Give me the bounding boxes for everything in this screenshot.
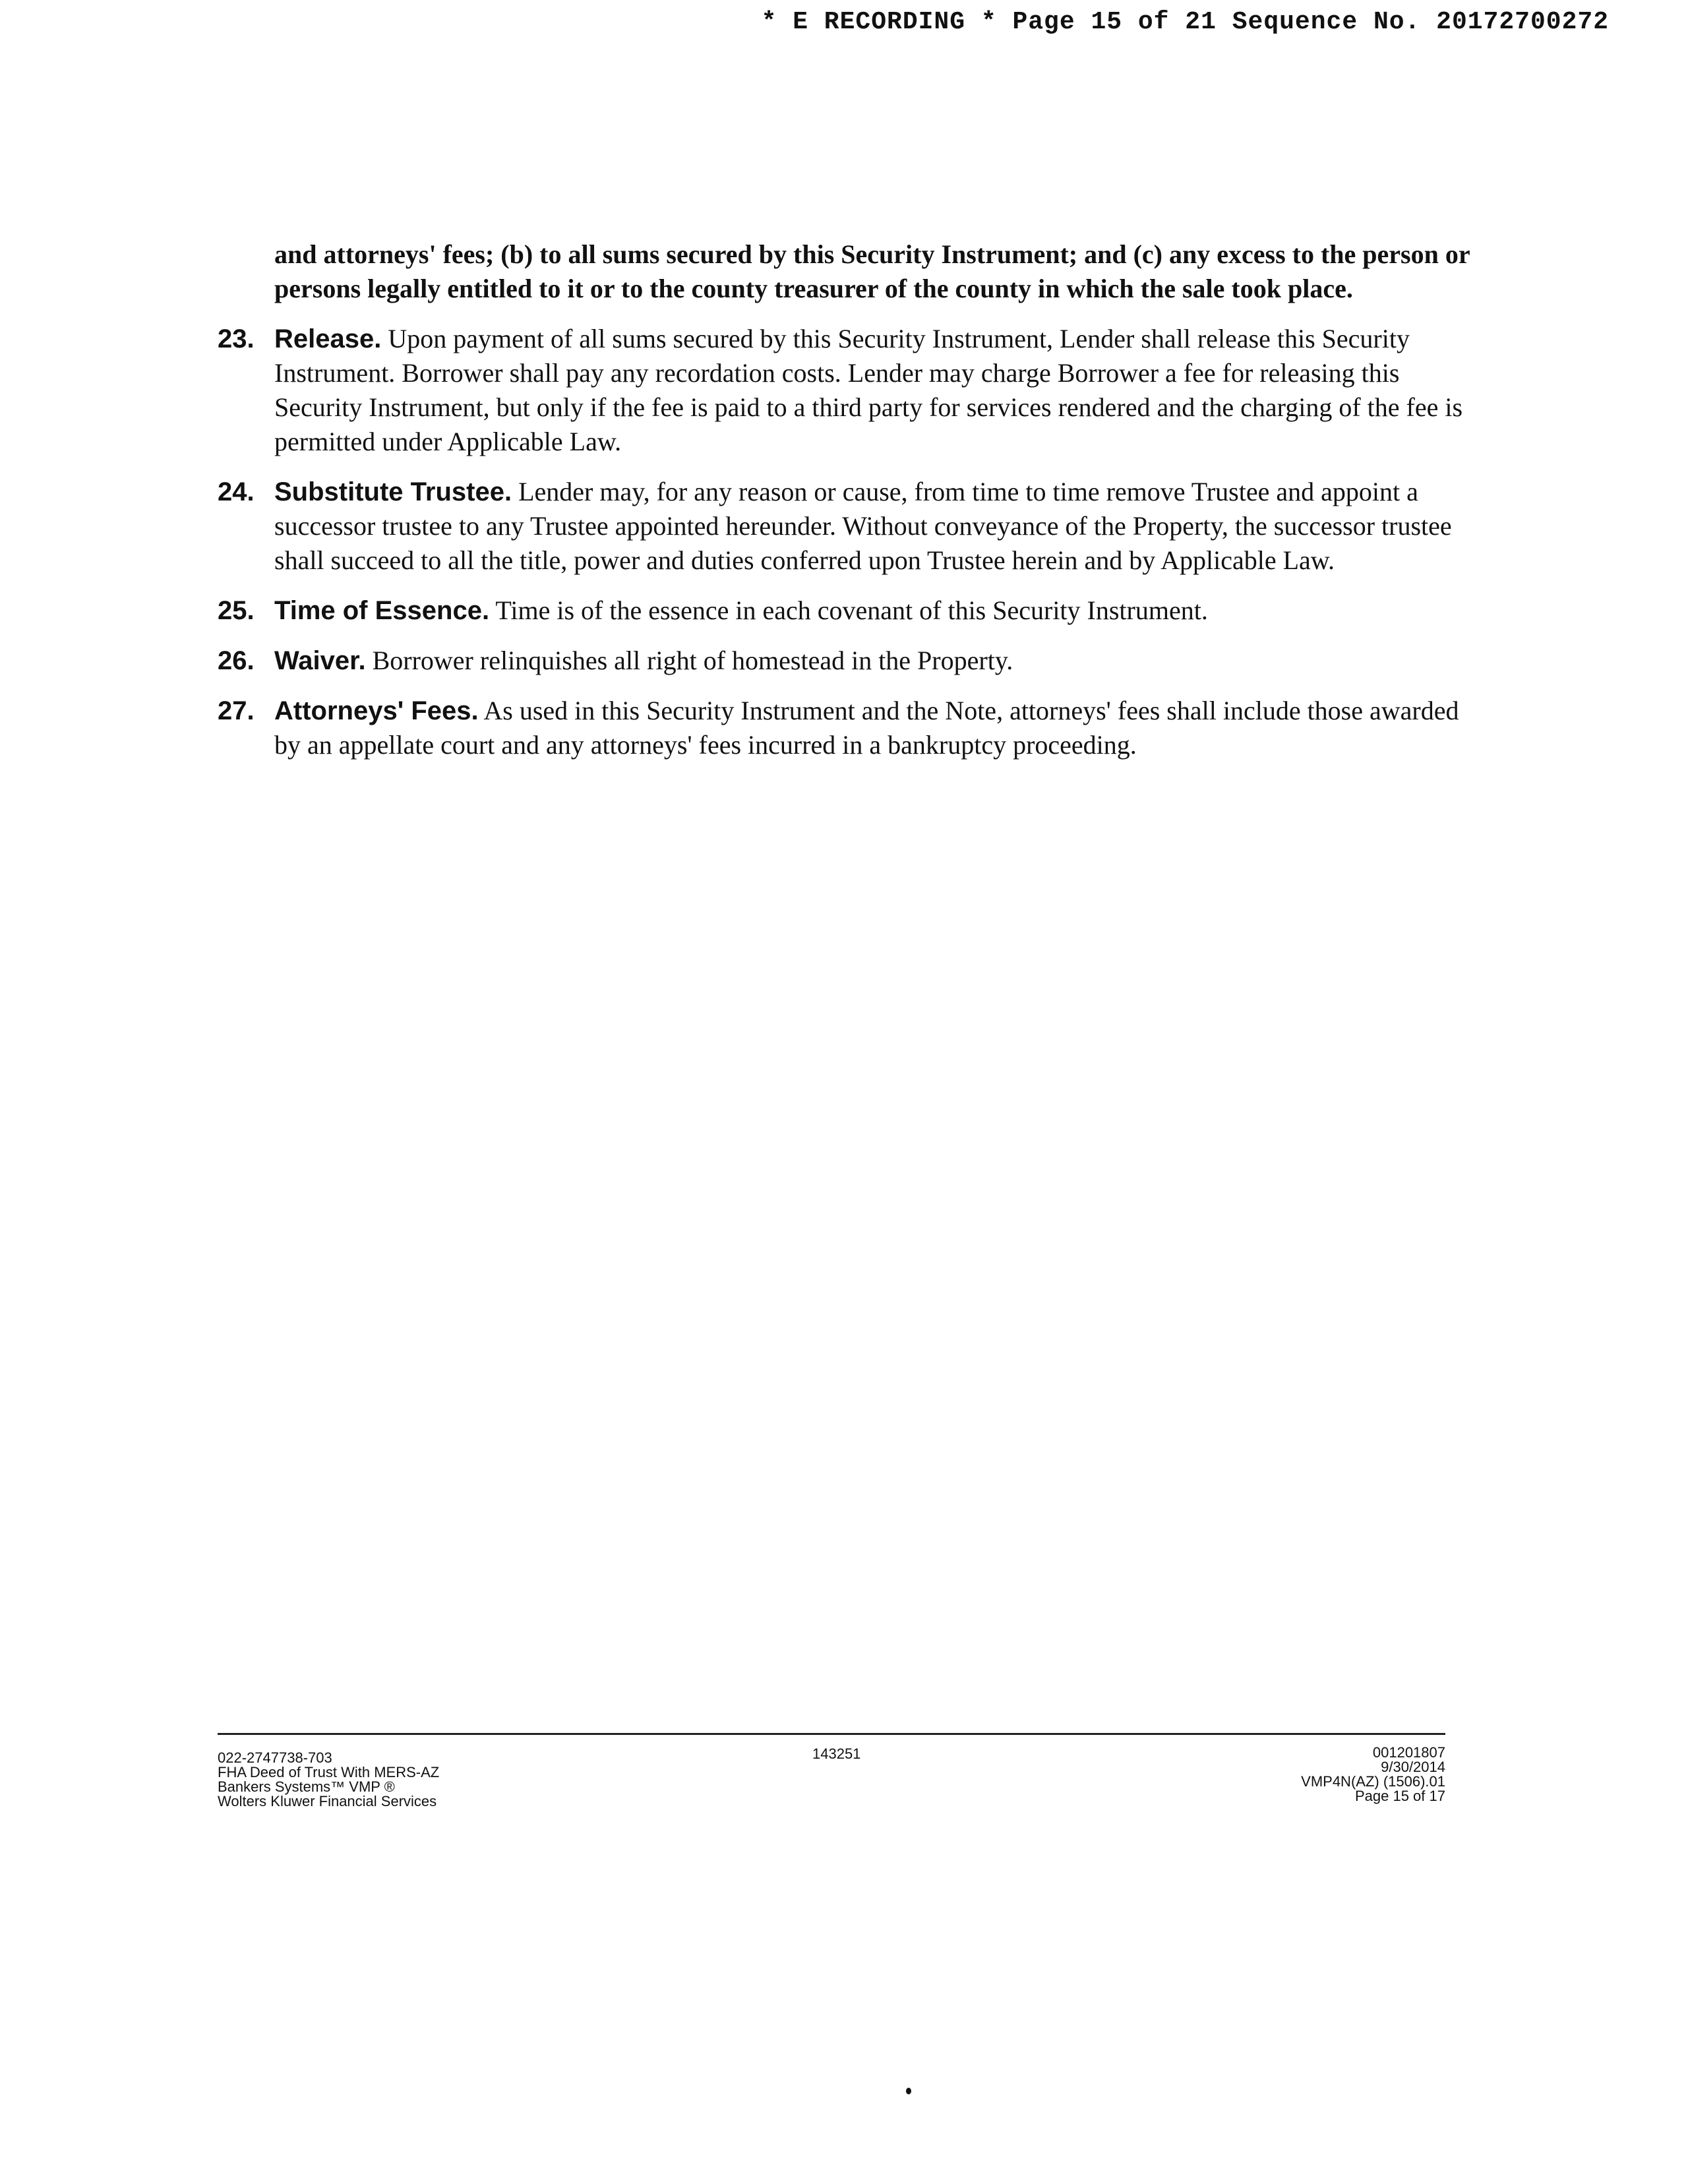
footer-right-block — [1301, 1745, 1445, 1804]
scan-speck — [906, 2088, 911, 2094]
document-id: 001201807 — [1372, 1744, 1445, 1761]
recording-stamp: * E RECORDING * Page 15 of 21 Sequence No. 20172700272 — [761, 8, 1609, 36]
section-24 — [218, 475, 1484, 578]
section-text: Borrower relinquishes all right of homestead in the Property. — [372, 646, 1013, 675]
section-26 — [218, 644, 1484, 678]
page-number: Page 15 of 17 — [1354, 1788, 1445, 1804]
section-heading: Substitute Trustee. — [274, 477, 512, 506]
form-vendor: Bankers Systems™ VMP ® — [218, 1778, 395, 1795]
section-heading: Attorneys' Fees. — [274, 696, 479, 725]
form-publisher: Wolters Kluwer Financial Services — [218, 1793, 437, 1809]
section-text: As used in this Security Instrument and the Note, attorneys' fees shall include those awarded by an appellate court and any attorneys' fees incurred in a bankruptcy proceeding. — [274, 696, 1459, 760]
section-text: Upon payment of all sums secured by this Security Instrument, Lender shall release this Security Instrument. Borrower shall pay any recordation costs. Lender may charge Borrower a fee for releasing this Security Instrument, but only if the fee is paid to a third party for services rendered and the charging of the fee is permitted under Applicable Law. — [274, 324, 1463, 456]
document-body — [218, 237, 1484, 778]
section-23 — [218, 322, 1484, 459]
document-date: 9/30/2014 — [1381, 1759, 1445, 1775]
loan-number: 022-2747738-703 — [218, 1749, 332, 1766]
section-number: 23. — [218, 324, 255, 353]
section-text: Time is of the essence in each covenant of this Security Instrument. — [495, 595, 1208, 625]
section-number: 27. — [218, 696, 255, 725]
section-text: Lender may, for any reason or cause, from time to time remove Trustee and appoint a successor trustee to any Trustee appointed hereunder. Without conveyance of the Property, the successor trustee shall succeed to all the title, power and duties conferred upon Trustee herein and by Applicable Law. — [274, 477, 1452, 575]
section-number: 24. — [218, 477, 255, 506]
section-27 — [218, 694, 1484, 762]
section-number: 25. — [218, 596, 255, 625]
section-number: 26. — [218, 646, 255, 675]
form-title: FHA Deed of Trust With MERS-AZ — [218, 1764, 440, 1780]
section-heading: Release. — [274, 324, 382, 353]
section-25 — [218, 593, 1484, 628]
footer-center-code: 143251 — [812, 1745, 861, 1762]
footer-left-block — [218, 1751, 439, 1809]
section-heading: Waiver. — [274, 646, 366, 675]
continuation-paragraph: and attorneys' fees; (b) to all sums secured by this Security Instrument; and (c) any excess to the person or persons legally entitled to it or to the county treasurer of the county in which the sale took place. — [274, 239, 1470, 303]
page-footer — [218, 1733, 1445, 1809]
section-heading: Time of Essence. — [274, 596, 490, 625]
form-code: VMP4N(AZ) (1506).01 — [1301, 1773, 1445, 1790]
